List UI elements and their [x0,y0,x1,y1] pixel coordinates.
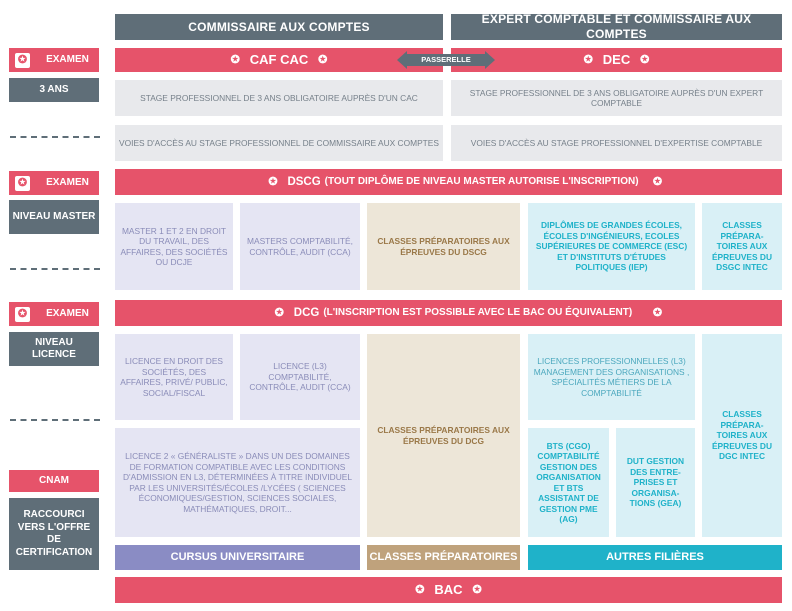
bts-cgo-ag: BTS (CGO) COMPTABILITÉ GESTION DES ORGANISATION ET BTS ASSISTANT DE GESTION PME (AG) [528,428,609,537]
classes-prepa-dsgc-intec: CLASSES PRÉPARA-TOIRES AUX ÉPREUVES DU DSGC INTEC [702,203,782,290]
sidebar-cnam: CNAM [9,470,99,492]
exam-dcg: ✪ DCG (L'INSCRIPTION EST POSSIBLE AVEC LE BAC OU ÉQUIVALENT) ✪ [115,300,782,326]
medal-icon: ✪ [268,175,278,188]
divider [10,419,100,421]
voies-acces-cac: VOIES D'ACCÈS AU STAGE PROFESSIONNEL DE COMMISSAIRE AUX COMPTES [115,125,443,161]
sidebar-examen-3: ✪ EXAMEN [9,302,99,326]
sidebar-raccourci-certification[interactable]: RACCOURCI VERS L'OFFRE DE CERTIFICATION [9,498,99,570]
exam-caf-cac: ✪ CAF CAC ✪ [115,48,443,72]
medal-icon: ✪ [583,53,593,66]
tag-cursus-universitaire: CURSUS UNIVERSITAIRE [115,545,360,570]
classes-prepa-dscg: CLASSES PRÉPARATOIRES AUX ÉPREUVES DU DSCG [367,203,520,290]
medal-icon: ✪ [652,306,663,319]
voies-acces-expert-comptable: VOIES D'ACCÈS AU STAGE PROFESSIONNEL D'EXPERTISE COMPTABLE [451,125,782,161]
classes-prepa-dgc-intec: CLASSES PRÉPARA-TOIRES AUX ÉPREUVES DU DGC INTEC [702,334,782,537]
medal-icon: ✪ [318,53,328,66]
sidebar-examen-1: ✪ EXAMEN [9,48,99,72]
medal-icon: ✪ [640,53,650,66]
sidebar-examen-2: ✪ EXAMEN [9,171,99,195]
medal-icon: ✪ [15,307,30,322]
medal-icon: ✪ [15,53,30,68]
licences-professionnelles: LICENCES PROFESSIONNELLES (L3) MANAGEMENT DES ORGANISATIONS , SPÉCIALITÉS MÉTIERS DE LA COMPTABILITÉ [528,334,695,420]
stage-cac: STAGE PROFESSIONNEL DE 3 ANS OBLIGATOIRE AUPRÈS D'UN CAC [115,80,443,116]
exam-dec: ✪ DEC ✪ [451,48,782,72]
header-commissaire: COMMISSAIRE AUX COMPTES [115,14,443,40]
classes-prepa-dcg: CLASSES PRÉPARATOIRES AUX ÉPREUVES DU DCG [367,334,520,537]
grandes-ecoles: DIPLÔMES DE GRANDES ÉCOLES, ÉCOLES D'INGÉNIEURS, ECOLES SUPÉRIEURES DE COMMERCE (ESC) ET D'INSTITUTS D'ÉTUDES POLITIQUES (IEP) [528,203,695,290]
header-expert-comptable: EXPERT COMPTABLE ET COMMISSAIRE AUX COMPTES [451,14,782,40]
medal-icon: ✪ [15,176,30,191]
medal-icon: ✪ [415,583,425,596]
licence-droit: LICENCE EN DROIT DES SOCIÉTÉS, DES AFFAIRES, PRIVÉ/ PUBLIC, SOCIAL/FISCAL [115,334,233,420]
medal-icon: ✪ [472,583,482,596]
tag-autres-filieres: AUTRES FILIÈRES [528,545,782,570]
sidebar-3-ans: 3 ANS [9,78,99,102]
sidebar-niveau-licence: NIVEAU LICENCE [9,332,99,366]
medal-icon: ✪ [274,306,284,319]
stage-expert-comptable: STAGE PROFESSIONNEL DE 3 ANS OBLIGATOIRE AUPRÈS D'UN EXPERT COMPTABLE [451,80,782,116]
passerelle-label: PASSERELLE [421,55,471,65]
medal-icon: ✪ [652,175,663,188]
masters-cca: MASTERS COMPTABILITÉ, CONTRÔLE, AUDIT (CCA) [240,203,360,290]
divider [10,136,100,138]
dut-gea: DUT GESTION DES ENTRE-PRISES ET ORGANISA-TIONS (GEA) [616,428,695,537]
divider [10,268,100,270]
tag-classes-preparatoires: CLASSES PRÉPARATOIRES [367,545,520,570]
medal-icon: ✪ [230,53,240,66]
sidebar-niveau-master: NIVEAU MASTER [9,200,99,234]
exam-dscg: ✪ DSCG (TOUT DIPLÔME DE NIVEAU MASTER AUTORISE L'INSCRIPTION) ✪ [115,169,782,195]
licence-2-generaliste: LICENCE 2 « GÉNÉRALISTE » DANS UN DES DOMAINES DE FORMATION COMPATIBLE AVEC LES CONDITIONS D'ADMISSION EN L3, DÉTERMINÉES À TITRE INDIVIDUEL PAR LES UNIVERSITÉS/ÉCOLES /LYCÉES ( SCIENCES ÉCONOMIQUES/GESTION, SCIENCES SOCIALES, MATHÉMATIQUES, DROIT... [115,428,360,537]
exam-bac: ✪ BAC ✪ [115,577,782,603]
master-droit: MASTER 1 ET 2 EN DROIT DU TRAVAIL, DES AFFAIRES, DES SOCIÉTÉS OU DCJE [115,203,233,290]
licence-l3-cca: LICENCE (L3) COMPTABILITÉ, CONTRÔLE, AUDIT (CCA) [240,334,360,420]
